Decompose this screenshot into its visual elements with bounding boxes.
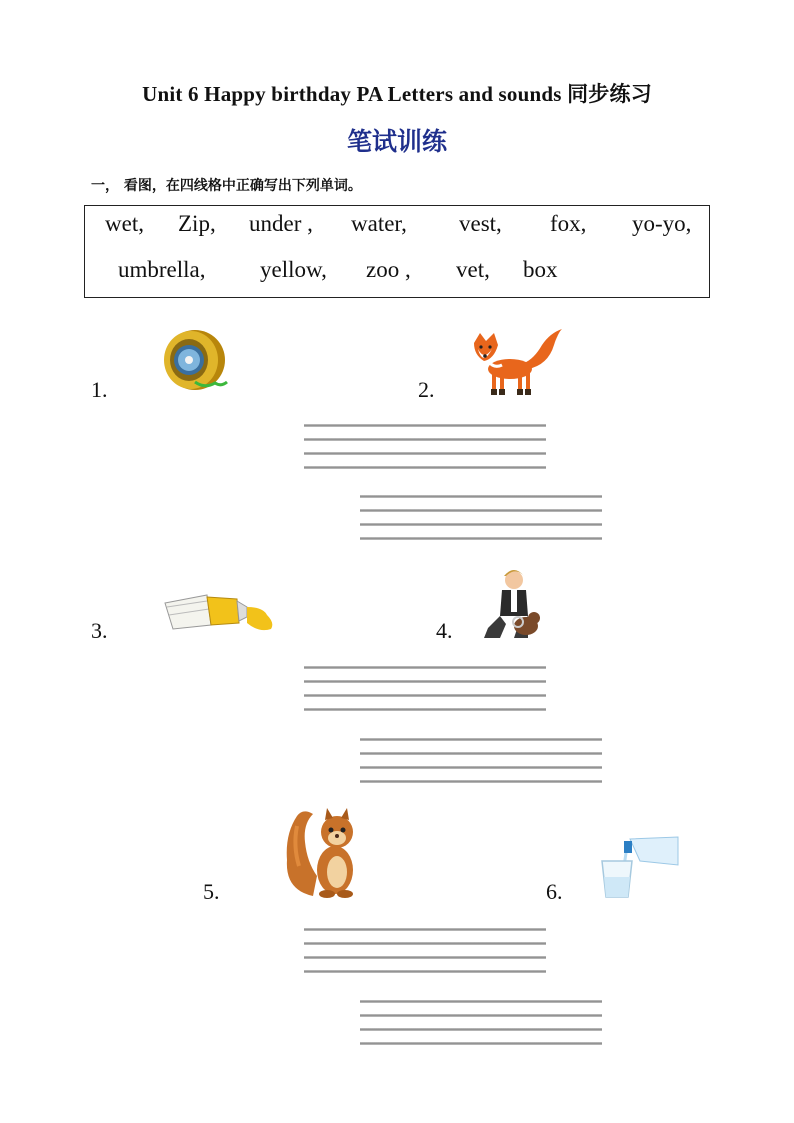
- word-bank-word: vest,: [459, 211, 502, 236]
- writing-lines[interactable]: [304, 928, 546, 974]
- word-bank-word: vet,: [456, 257, 490, 282]
- fox-icon: [470, 325, 564, 397]
- word-bank-word: fox,: [550, 211, 587, 236]
- squirrel-icon: [283, 806, 363, 902]
- word-bank-word: under ,: [249, 211, 313, 236]
- word-bank-word: yellow,: [260, 257, 327, 282]
- item-number: 2.: [418, 377, 435, 402]
- word-bank-word: wet,: [105, 211, 144, 236]
- writing-lines[interactable]: [304, 424, 546, 470]
- word-bank-word: water,: [351, 211, 407, 236]
- writing-lines[interactable]: [360, 738, 602, 784]
- water-icon: [596, 835, 680, 901]
- page-subtitle: 笔试训练: [346, 127, 447, 156]
- vet-icon: [478, 566, 542, 640]
- item-number: 6.: [546, 879, 563, 904]
- word-bank-word: Zip,: [178, 211, 216, 236]
- yo-yo-icon: [155, 327, 229, 393]
- section-instruction: 一， 看图，在四线格中正确写出下列单词。: [91, 178, 362, 194]
- writing-lines[interactable]: [360, 495, 602, 541]
- item-number: 5.: [203, 879, 220, 904]
- item-number: 4.: [436, 618, 453, 643]
- writing-lines[interactable]: [304, 666, 546, 712]
- word-bank-word: yo-yo,: [632, 211, 692, 236]
- paint-tube-icon: [163, 593, 277, 635]
- word-bank-word: zoo ,: [366, 257, 411, 282]
- item-number: 1.: [91, 377, 108, 402]
- word-bank-box: [84, 205, 710, 298]
- page-title: Unit 6 Happy birthday PA Letters and sounds 同步练习: [142, 82, 652, 106]
- word-bank-word: umbrella,: [118, 257, 206, 282]
- word-bank-word: box: [523, 257, 558, 282]
- item-number: 3.: [91, 618, 108, 643]
- writing-lines[interactable]: [360, 1000, 602, 1046]
